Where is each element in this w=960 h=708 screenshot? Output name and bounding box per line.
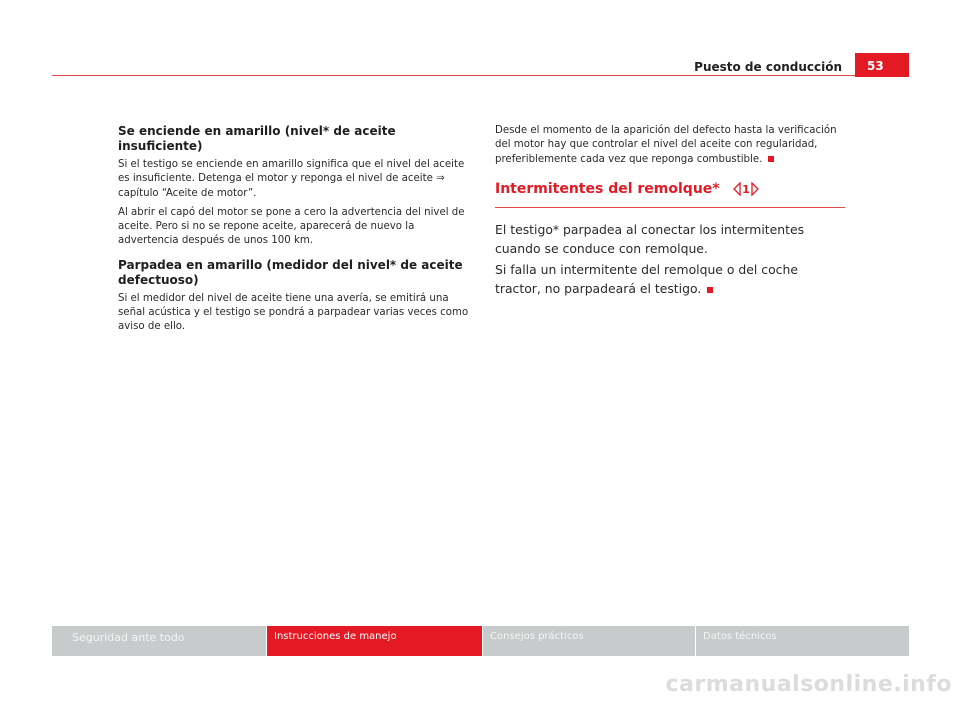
page-header-title: Puesto de conducción: [694, 60, 842, 74]
footer-nav: [52, 626, 909, 656]
intro-paragraph: [495, 124, 845, 167]
paragraph: Si el medidor del nivel de aceite tiene una avería, se emitirá una señal acústica y el testigo se pondrá a parpadear varias veces como aviso de ello.: [118, 292, 469, 333]
intro-text: Desde el momento de la aparición del defecto hasta la verificación del motor hay que controlar el nivel del aceite con regularidad, preferiblemente cada vez que reponga combustible.: [495, 125, 837, 165]
right-column: [495, 124, 845, 301]
section-heading-yellow-blink: Parpadea en amarillo (medidor del nivel* de aceite defectuoso): [118, 257, 463, 287]
section-title: Intermitentes del remolque*: [495, 180, 720, 197]
tab-consejos[interactable]: Consejos prácticos: [483, 626, 695, 656]
paragraph: El testigo* parpadea al conectar los intermitentes cuando se conduce con remolque.: [495, 222, 805, 256]
turn-signal-icon: [733, 182, 759, 201]
turn-signal-number: 1: [742, 182, 750, 196]
tab-seguridad[interactable]: Seguridad ante todo: [52, 626, 266, 656]
watermark: carmanualsonline.info: [665, 672, 952, 697]
paragraph: Si el testigo se enciende en amarillo significa que el nivel del aceite es insuficiente. Detenga el motor y reponga el nivel de aceite ⇒ capítulo “Aceite de motor”.: [118, 159, 465, 199]
end-mark-icon: [707, 287, 713, 293]
left-column: [118, 124, 472, 340]
trailer-body: [495, 221, 845, 298]
page-number: 53: [855, 53, 909, 77]
section-header-trailer: [495, 182, 845, 208]
section-heading-yellow-on: Se enciende en amarillo (nivel* de aceite insuficiente): [118, 124, 396, 153]
paragraph-final: [495, 261, 845, 298]
tab-instrucciones[interactable]: Instrucciones de manejo: [267, 626, 482, 656]
header-rule: [52, 75, 855, 76]
end-mark-icon: [768, 156, 774, 162]
paragraph: Al abrir el capó del motor se pone a cero la advertencia del nivel de aceite. Pero si no se repone aceite, aparecerá de nuevo la advertencia después de unos 100 km.: [118, 206, 465, 247]
tab-datos[interactable]: Datos técnicos: [696, 626, 909, 656]
paragraph-text: Si falla un intermitente del remolque o del coche tractor, no parpadeará el testigo.: [495, 262, 798, 296]
